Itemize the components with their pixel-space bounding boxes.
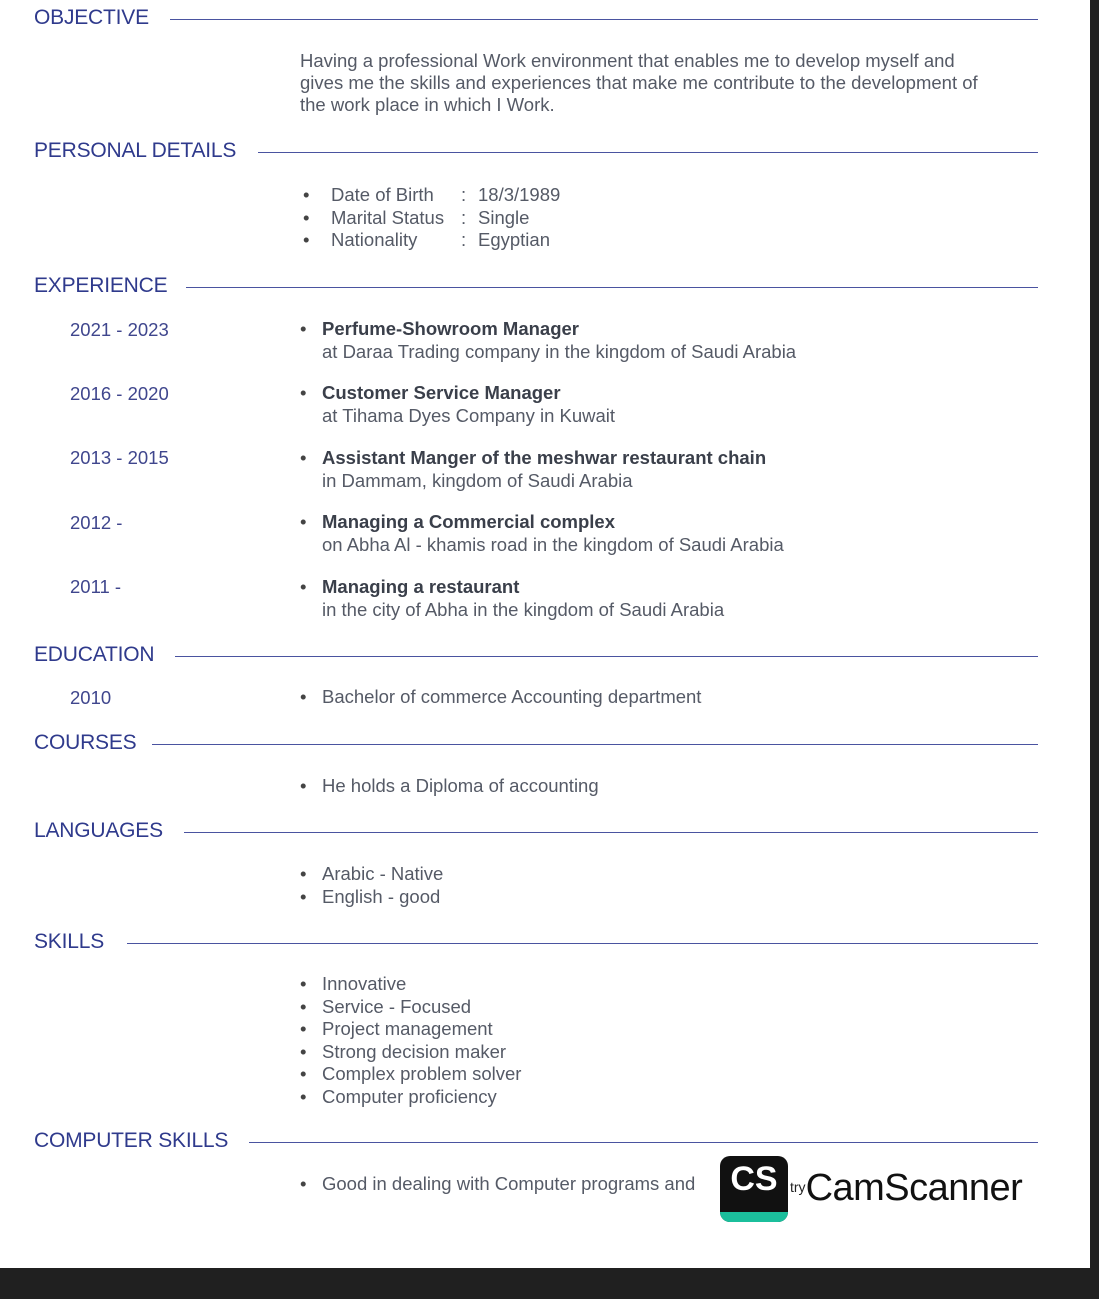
objective-text	[300, 50, 978, 116]
camscanner-name: CamScanner	[805, 1166, 1023, 1209]
experience-date: 2012 -	[70, 512, 123, 533]
skills-rule	[127, 943, 1038, 944]
list-item	[303, 184, 560, 207]
colon-separator: :	[461, 229, 467, 250]
experience-entry	[300, 511, 784, 556]
list-item: • Good in dealing with Computer programs and	[300, 1173, 695, 1196]
objective-line: gives me the skills and experiences that make me contribute to the development of	[300, 72, 978, 93]
objective-line: the work place in which I Work.	[300, 94, 555, 115]
objective-rule	[170, 19, 1038, 20]
list-item: • Bachelor of commerce Accounting department	[300, 686, 701, 709]
languages-rule	[184, 832, 1038, 833]
list-item	[300, 447, 766, 492]
skills-heading: SKILLS	[34, 930, 105, 953]
computer-skills-heading: COMPUTER SKILLS	[34, 1129, 229, 1152]
objective-heading: OBJECTIVE	[34, 6, 149, 29]
job-title: • Managing a restaurant	[322, 576, 520, 597]
list-item: • Computer proficiency	[300, 1086, 521, 1109]
list-item: • Project management	[300, 1018, 521, 1041]
education-date: 2010	[70, 687, 112, 708]
experience-entry	[300, 576, 724, 621]
job-title: • Customer Service Manager	[322, 382, 561, 403]
list-item: • Arabic - Native	[300, 863, 443, 886]
colon-separator: :	[461, 206, 467, 228]
list-item	[303, 229, 560, 252]
personal-details-heading: PERSONAL DETAILS	[34, 139, 237, 162]
detail-label: • Marital Status	[331, 206, 445, 228]
personal-details-rule	[258, 152, 1038, 153]
experience-entry	[300, 318, 796, 363]
experience-heading: EXPERIENCE	[34, 274, 168, 297]
camscanner-logo-icon	[720, 1156, 788, 1222]
detail-value: Single	[478, 206, 530, 228]
experience-date: 2011 -	[70, 576, 122, 597]
list-item: • Strong decision maker	[300, 1041, 521, 1064]
job-detail: in the city of Abha in the kingdom of Saudi Arabia	[322, 598, 725, 620]
education-list	[300, 686, 701, 709]
camscanner-logo-text: CS	[730, 1160, 778, 1198]
skills-list	[300, 973, 521, 1108]
courses-heading: COURSES	[34, 731, 137, 754]
education-rule	[175, 656, 1038, 657]
job-title: • Managing a Commercial complex	[322, 511, 616, 532]
list-item: • Complex problem solver	[300, 1063, 521, 1086]
list-item: • Service - Focused	[300, 996, 521, 1019]
experience-entry	[300, 382, 615, 427]
list-item	[300, 511, 784, 556]
list-item: • He holds a Diploma of accounting	[300, 775, 599, 798]
detail-label: • Nationality	[331, 229, 418, 250]
objective-line: Having a professional Work environment that enables me to develop myself and	[300, 50, 955, 71]
education-heading: EDUCATION	[34, 643, 155, 666]
computer-skills-list	[300, 1173, 695, 1196]
detail-value: 18/3/1989	[478, 184, 561, 205]
courses-list	[300, 775, 599, 798]
job-detail: in Dammam, kingdom of Saudi Arabia	[322, 469, 633, 491]
detail-label: • Date of Birth	[331, 184, 434, 205]
list-item	[303, 207, 560, 230]
experience-entry	[300, 447, 766, 492]
list-item	[300, 576, 724, 621]
experience-date: 2013 - 2015	[70, 447, 169, 468]
list-item: • English - good	[300, 886, 443, 909]
job-detail: at Tihama Dyes Company in Kuwait	[322, 404, 616, 426]
computer-skills-rule	[249, 1142, 1038, 1143]
list-item: • Innovative	[300, 973, 521, 996]
job-detail: at Daraa Trading company in the kingdom of Saudi Arabia	[322, 340, 797, 362]
detail-value: Egyptian	[478, 229, 550, 250]
experience-rule	[186, 287, 1038, 288]
experience-date: 2016 - 2020	[70, 383, 169, 404]
experience-date: 2021 - 2023	[70, 319, 169, 340]
courses-rule	[152, 744, 1038, 745]
job-detail: on Abha Al - khamis road in the kingdom of Saudi Arabia	[322, 533, 784, 555]
languages-list	[300, 863, 443, 908]
languages-heading: LANGUAGES	[34, 819, 163, 842]
job-title: • Assistant Manger of the meshwar restaurant chain	[322, 447, 767, 468]
list-item	[300, 382, 615, 427]
camscanner-watermark	[720, 1156, 1022, 1222]
camscanner-try-text: try	[790, 1179, 806, 1195]
personal-details-list	[303, 184, 560, 252]
list-item	[300, 318, 796, 363]
job-title: • Perfume-Showroom Manager	[322, 318, 579, 339]
colon-separator: :	[461, 184, 467, 205]
